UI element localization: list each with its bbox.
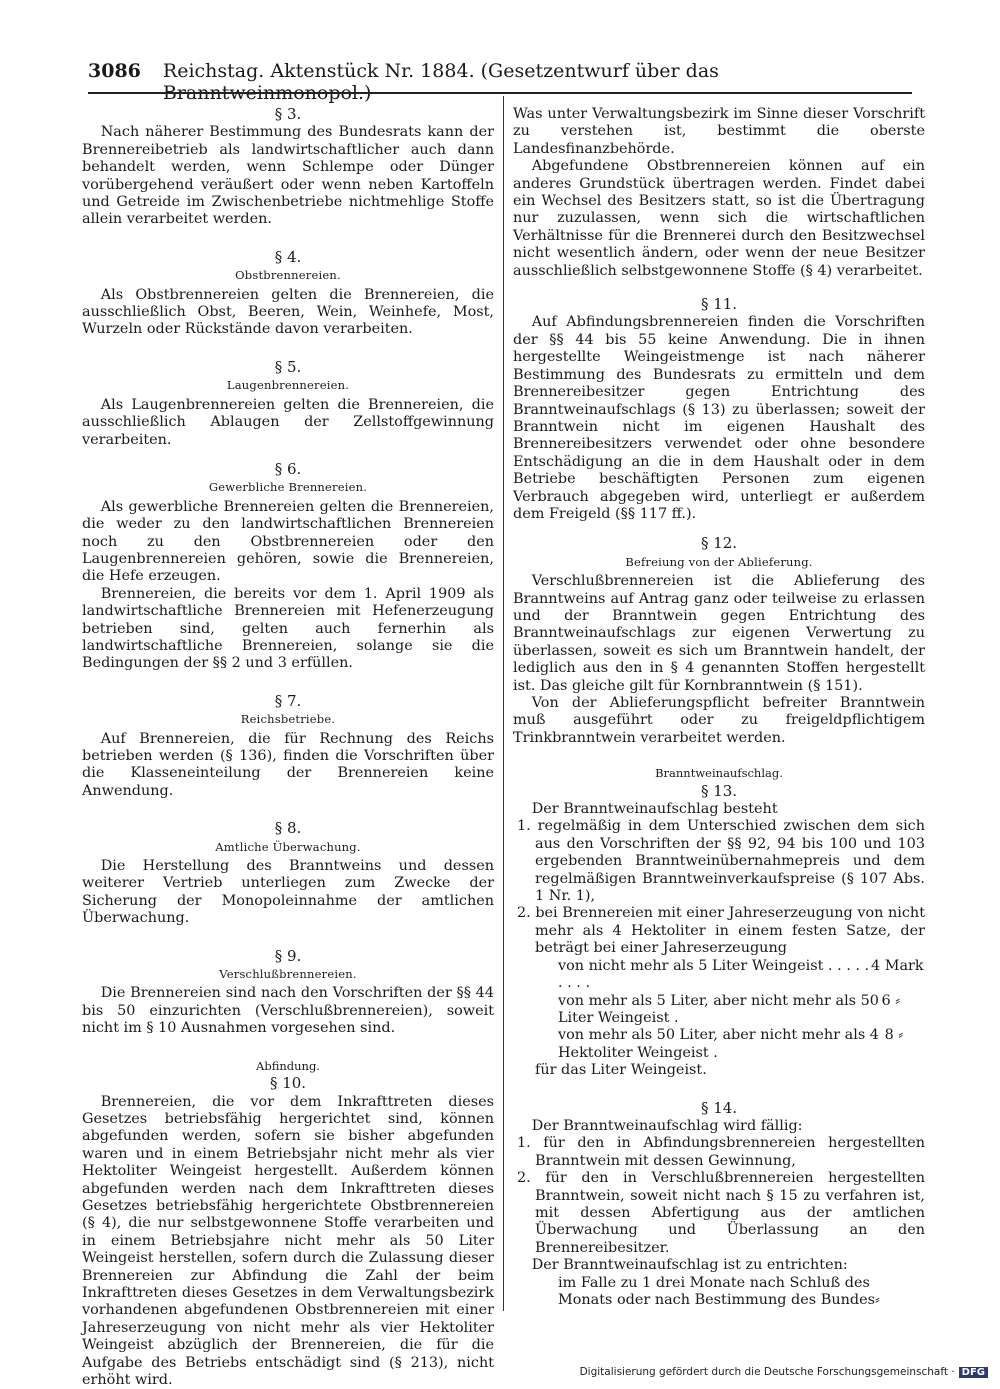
page-title: Reichstag. Aktenstück Nr. 1884. (Gesetzentwurf über das Branntweinmonopol.) xyxy=(163,60,912,104)
section-9-text: Die Brennereien sind nach den Vorschriften der §§ 44 bis 50 einzurichten (Verschlußbrennereien), soweit nicht im § 10 Ausnahmen vorgesehen sind. xyxy=(82,985,494,1037)
section-6-text-1: Als gewerbliche Brennereien gelten die Brennereien, die weder zu den landwirtschaftlichen Brennereien noch zu den Obstbrennereien oder den Laugenbrennereien gehören, sowie die Brennereien, die Hefe erzeugen. xyxy=(82,499,494,586)
section-14-intro-2: Der Branntweinaufschlag ist zu entrichten: xyxy=(513,1257,925,1274)
section-13-intro: Der Branntweinaufschlag besteht xyxy=(513,801,925,818)
section-9-title: § 9. xyxy=(82,948,494,965)
left-column xyxy=(82,106,494,1389)
section-8-title: § 8. xyxy=(82,820,494,837)
section-12-text-1: Verschlußbrennereien ist die Ablieferung des Branntweins auf Antrag ganz oder teilweise zu erlassen und der Branntwein gegen Entrichtung des Branntweinaufschlags zur eigenen Verwertung zu überlassen, soweit es sich um Branntwein handelt, der lediglich aus den in § 4 genannten Stoffen hergestellt ist. Das gleiche gilt für Kornbranntwein (§ 151). xyxy=(513,573,925,695)
rate-row-2-value: 6 ⸗ xyxy=(881,993,925,1028)
section-10-title: § 10. xyxy=(82,1075,494,1092)
rate-row-3-label: von mehr als 50 Liter, aber nicht mehr als 4 Hektoliter Weingeist . xyxy=(558,1027,885,1062)
section-7-subtitle: Reichsbetriebe. xyxy=(82,711,494,728)
section-14-intro: Der Branntweinaufschlag wird fällig: xyxy=(513,1118,925,1135)
section-14-item-3: im Falle zu 1 drei Monate nach Schluß des Monats oder nach Bestimmung des Bundes⸗ xyxy=(513,1275,925,1310)
section-14-title: § 14. xyxy=(513,1100,925,1117)
section-5-text: Als Laugenbrennereien gelten die Brennereien, die ausschließlich Ablaugen der Zellstoffgewinnung verarbeiten. xyxy=(82,397,494,449)
section-3-title: § 3. xyxy=(82,106,494,123)
rate-row-1-value: 4 Mark xyxy=(871,958,925,993)
section-13-item-2: 2. bei Brennereien mit einer Jahreserzeugung von nicht mehr als 4 Hektoliter in einem festen Satze, der beträgt bei einer Jahreserzeugung xyxy=(513,905,925,957)
rate-row-3-value: 8 ⸗ xyxy=(885,1027,925,1062)
continuation-text-2: Abgefundene Obstbrennereien können auf ein anderes Grundstück übertragen werden. Findet dabei ein Wechsel des Besitzers statt, so ist die Übertragung nur zuzulassen, wenn sich die wirtschaftlichen Verhältnisse für die Brennerei durch den Besitzwechsel nicht wesentlich ändern, oder wenn der neue Besitzer ausschließlich selbstgewonnene Stoffe (§ 4) verarbeitet. xyxy=(513,158,925,280)
section-3-text: Nach näherer Bestimmung des Bundesrats kann der Brennereibetrieb als landwirtschaftlicher auch dann behandelt werden, wenn Schlempe oder Dünger vorübergehend veräußert oder wenn neben Kartoffeln und Getreide im Zwischenbetriebe nichtmehlige Stoffe allein verarbeitet werden. xyxy=(82,124,494,228)
section-4-title: § 4. xyxy=(82,249,494,266)
rate-row-2-label: von mehr als 5 Liter, aber nicht mehr als 50 Liter Weingeist . xyxy=(558,993,881,1028)
rate-row-3 xyxy=(513,1027,925,1062)
footer-text: Digitalisierung gefördert durch die Deutsche Forschungsgemeinschaft · xyxy=(580,1366,955,1378)
dfg-logo-icon: DFG xyxy=(959,1367,988,1378)
section-11-text: Auf Abfindungsbrennereien finden die Vorschriften der §§ 44 bis 55 keine Anwendung. Die in ihnen hergestellte Weingeistmenge ist nach näherer Bestimmung des Bundesrats zu ermitteln und dem Brennereibesitzer gegen Entrichtung des Branntweinaufschlags (§ 13) zu überlassen; soweit der Branntwein nicht im eigenen Haushalt des Brennereibesitzers verwendet oder ohne besondere Entschädigung an die in dem Haushalt oder in dem Betriebe beschäftigten Personen zum eigenen Verbrauch abgegeben wird, unterliegt er außerdem dem Freigeld (§§ 117 ff.). xyxy=(513,314,925,523)
section-8-text: Die Herstellung des Branntweins und dessen weiterer Vertrieb unterliegen zum Zwecke der Sicherung der Monopoleinnahme der amtlichen Überwachung. xyxy=(82,858,494,928)
column-divider xyxy=(503,96,504,1311)
section-13-item-1: 1. regelmäßig in dem Unterschied zwischen dem sich aus den Vorschriften der §§ 92, 94 bis 100 und 103 ergebenden Branntweinübernahmepreis und dem regelmäßigen Branntweinverkaufspreise (§ 107 Abs. 1 Nr. 1), xyxy=(513,818,925,905)
section-5-subtitle: Laugenbrennereien. xyxy=(82,377,494,394)
section-6-subtitle: Gewerbliche Brennereien. xyxy=(82,479,494,496)
footer-credit xyxy=(580,1366,988,1378)
section-12-title: § 12. xyxy=(513,535,925,552)
page-number: 3086 xyxy=(88,60,141,82)
rate-row-1 xyxy=(513,958,925,993)
section-6-text-2: Brennereien, die bereits vor dem 1. April 1909 als landwirtschaftliche Brennereien mit Hefenerzeugung betrieben sind, gelten auch fernerhin als landwirtschaftliche Brennereien, solange sie die Bedingungen der §§ 2 und 3 erfüllen. xyxy=(82,586,494,673)
section-5-title: § 5. xyxy=(82,359,494,376)
section-14-item-2: 2. für den in Verschlußbrennereien hergestellten Branntwein, soweit nicht nach § 15 zu verfahren ist, mit dessen Abfertigung aus der amtlichen Überwachung und Überlassung an den Brennereibesitzer. xyxy=(513,1170,925,1257)
page-header xyxy=(88,60,912,88)
section-9-subtitle: Verschlußbrennereien. xyxy=(82,966,494,983)
section-7-text: Auf Brennereien, die für Rechnung des Reichs betrieben werden (§ 136), finden die Vorschriften über die Klasseneinteilung der Brennereien keine Anwendung. xyxy=(82,731,494,801)
section-13-outro: für das Liter Weingeist. xyxy=(513,1062,925,1079)
section-4-subtitle: Obstbrennereien. xyxy=(82,267,494,284)
section-14-item-1: 1. für den in Abfindungsbrennereien hergestellten Branntwein mit dessen Gewinnung, xyxy=(513,1135,925,1170)
section-13-caption: Branntweinaufschlag. xyxy=(513,765,925,782)
section-6-title: § 6. xyxy=(82,461,494,478)
header-rule xyxy=(88,92,912,94)
right-column xyxy=(513,106,925,1309)
section-13-title: § 13. xyxy=(513,783,925,800)
section-12-text-2: Von der Ablieferungspflicht befreiter Branntwein muß ausgeführt oder zu freigeldpflichtigem Trinkbranntwein verarbeitet werden. xyxy=(513,695,925,747)
section-10-text: Brennereien, die vor dem Inkrafttreten dieses Gesetzes betriebsfähig hergerichtet sind, können abgefunden werden, sofern sie bisher abgefunden waren und in einem Betriebsjahr nicht mehr als vier Hektoliter Weingeist hergestellt. Außerdem können abgefunden werden nach dem Inkrafttreten dieses Gesetzes betriebsfähig hergerichtete Obstbrennereien (§ 4), die nur selbstgewonnene Stoffe verarbeiten und in einem Betriebsjahre nicht mehr als 50 Liter Weingeist herstellen, sofern durch die Zulassung dieser Brennereien zur Abfindung die Zahl der beim Inkrafttreten dieses Gesetzes in dem Verwaltungsbezirk vorhandenen abgefundenen Obstbrennereien mit einer Jahreserzeugung von nicht mehr als vier Hektoliter Weingeist abzüglich der Brennereien, die für die Aufgabe des Betriebs entschädigt sind (§ 213), nicht erhöht wird. xyxy=(82,1094,494,1389)
rate-row-1-label: von nicht mehr als 5 Liter Weingeist . . . . . . . . . xyxy=(558,958,871,993)
section-10-caption: Abfindung. xyxy=(82,1058,494,1075)
section-4-text: Als Obstbrennereien gelten die Brennereien, die ausschließlich Obst, Beeren, Wein, Weinhefe, Most, Wurzeln oder Rückstände davon verarbeiten. xyxy=(82,287,494,339)
section-7-title: § 7. xyxy=(82,693,494,710)
continuation-text-1: Was unter Verwaltungsbezirk im Sinne dieser Vorschrift zu verstehen ist, bestimmt die oberste Landesfinanzbehörde. xyxy=(513,106,925,158)
section-12-subtitle: Befreiung von der Ablieferung. xyxy=(513,554,925,571)
rate-row-2 xyxy=(513,993,925,1028)
section-8-subtitle: Amtliche Überwachung. xyxy=(82,839,494,856)
section-11-title: § 11. xyxy=(513,296,925,313)
